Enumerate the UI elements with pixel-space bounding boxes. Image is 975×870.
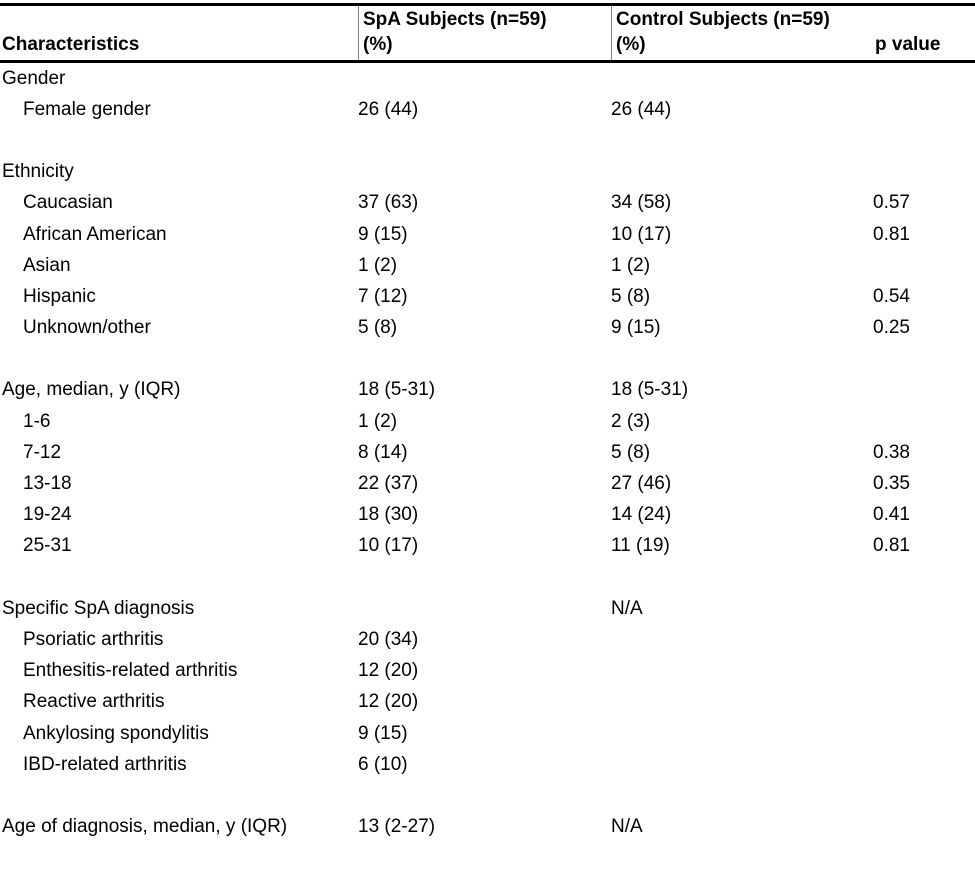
control-value-cell: 10 (17): [611, 223, 672, 245]
spa-value-cell: 13 (2-27): [358, 816, 436, 838]
header-spa-subjects-line1: SpA Subjects (n=59): [363, 9, 547, 30]
header-spa-subjects-line2: (%): [363, 34, 393, 55]
row-label: 19-24: [23, 504, 72, 526]
spa-value-cell: 5 (8): [358, 317, 398, 339]
table-row: [0, 406, 975, 437]
row-label: Hispanic: [23, 285, 96, 307]
header-control-subjects-line1: Control Subjects (n=59): [616, 9, 830, 30]
row-label: Caucasian: [23, 192, 113, 214]
row-label: Specific SpA diagnosis: [2, 597, 195, 619]
spa-value-cell: 20 (34): [358, 628, 419, 650]
control-value-cell: 9 (15): [611, 317, 661, 339]
spa-value-cell: 9 (15): [358, 722, 408, 744]
p-value-cell: 0.25: [873, 317, 910, 339]
table-row: [0, 656, 975, 687]
p-value-cell: 0.57: [873, 192, 910, 214]
spa-value-cell: 26 (44): [358, 98, 419, 120]
p-value-cell: 0.54: [873, 285, 910, 307]
table-row: [0, 531, 975, 562]
spa-value-cell: 1 (2): [358, 254, 398, 276]
spa-value-cell: 12 (20): [358, 660, 419, 682]
spa-value-cell: 10 (17): [358, 535, 419, 557]
p-value-cell: 0.38: [873, 441, 910, 463]
control-value-cell: N/A: [611, 816, 643, 838]
row-label: 13-18: [23, 473, 72, 495]
header-characteristics: [0, 6, 358, 60]
table-row: [0, 281, 975, 312]
control-value-cell: 2 (3): [611, 410, 651, 432]
table-row: [0, 94, 975, 125]
spa-value-cell: 6 (10): [358, 753, 408, 775]
table-row: [0, 687, 975, 718]
table-row: [0, 718, 975, 749]
spa-value-cell: 1 (2): [358, 410, 398, 432]
control-value-cell: 27 (46): [611, 473, 672, 495]
header-control-subjects: [611, 6, 873, 60]
spa-value-cell: 9 (15): [358, 223, 408, 245]
control-value-cell: N/A: [611, 597, 643, 619]
row-label: 1-6: [23, 410, 51, 432]
spa-value-cell: 7 (12): [358, 285, 408, 307]
row-label: Ankylosing spondylitis: [23, 722, 209, 744]
spa-value-cell: 12 (20): [358, 691, 419, 713]
control-value-cell: 11 (19): [611, 535, 670, 557]
table-row: [0, 812, 975, 843]
p-value-cell: 0.35: [873, 473, 910, 495]
row-label: Female gender: [23, 98, 151, 120]
p-value-cell: 0.81: [873, 223, 910, 245]
table-row: [0, 500, 975, 531]
control-value-cell: 1 (2): [611, 254, 651, 276]
spa-value-cell: 18 (5-31): [358, 379, 436, 401]
row-label: Enthesitis-related arthritis: [23, 660, 238, 682]
table-row: [0, 63, 975, 94]
table-row: [0, 593, 975, 624]
header-control-subjects-line2: (%): [616, 34, 646, 55]
header-p-value: [873, 6, 975, 60]
row-label: Gender: [2, 67, 66, 89]
table-spacer-row: [0, 344, 975, 375]
row-label: Age, median, y (IQR): [2, 379, 181, 401]
row-label: 25-31: [23, 535, 72, 557]
table-row: [0, 188, 975, 219]
table-spacer-row: [0, 780, 975, 811]
subject-characteristics-table: [0, 3, 975, 843]
control-value-cell: 18 (5-31): [611, 379, 689, 401]
table-row: [0, 313, 975, 344]
table-row: [0, 624, 975, 655]
header-characteristics-label: Characteristics: [2, 34, 140, 55]
table-spacer-row: [0, 562, 975, 593]
row-label: IBD-related arthritis: [23, 753, 187, 775]
row-label: Asian: [23, 254, 71, 276]
table-row: [0, 219, 975, 250]
spa-value-cell: 37 (63): [358, 192, 419, 214]
row-label: Unknown/other: [23, 317, 151, 339]
table-header-row: [0, 3, 975, 63]
control-value-cell: 14 (24): [611, 504, 672, 526]
table-body: [0, 63, 975, 843]
table-row: [0, 250, 975, 281]
table-spacer-row: [0, 125, 975, 156]
control-value-cell: 26 (44): [611, 98, 672, 120]
p-value-cell: 0.41: [873, 504, 910, 526]
row-label: Age of diagnosis, median, y (IQR): [2, 816, 288, 838]
control-value-cell: 5 (8): [611, 285, 651, 307]
spa-value-cell: 8 (14): [358, 441, 408, 463]
header-spa-subjects: [358, 6, 611, 60]
row-label: 7-12: [23, 441, 62, 463]
row-label: Ethnicity: [2, 161, 74, 183]
row-label: Psoriatic arthritis: [23, 628, 164, 650]
spa-value-cell: 18 (30): [358, 504, 419, 526]
table-row: [0, 437, 975, 468]
table-row: [0, 468, 975, 499]
table-row: [0, 157, 975, 188]
control-value-cell: 5 (8): [611, 441, 651, 463]
row-label: Reactive arthritis: [23, 691, 165, 713]
control-value-cell: 34 (58): [611, 192, 672, 214]
row-label: African American: [23, 223, 167, 245]
spa-value-cell: 22 (37): [358, 473, 419, 495]
p-value-cell: 0.81: [873, 535, 910, 557]
header-p-value-label: p value: [875, 34, 941, 55]
table-row: [0, 749, 975, 780]
table-row: [0, 375, 975, 406]
